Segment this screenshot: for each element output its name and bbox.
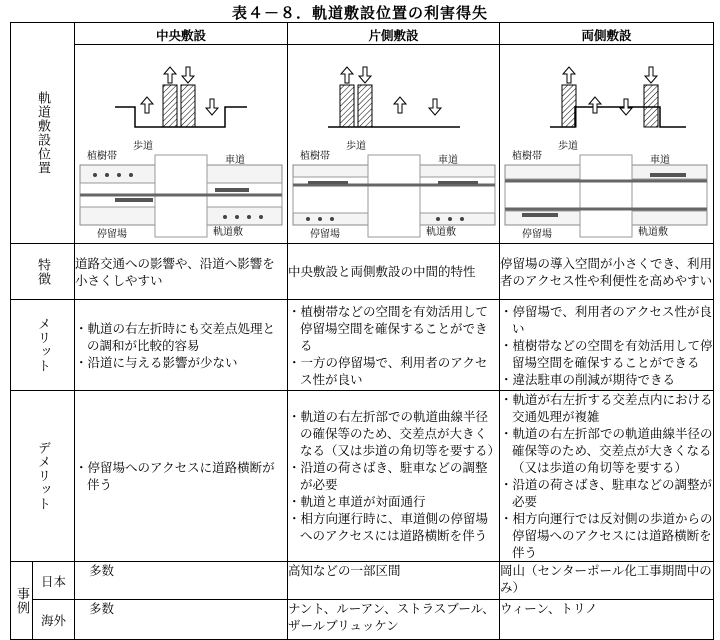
- table-title: 表４－８．軌道敷設位置の利害得失: [231, 4, 488, 22]
- svg-text:歩道: 歩道: [346, 141, 366, 152]
- row-label-merits: メリット: [11, 300, 75, 391]
- svg-text:停留場: 停留場: [522, 229, 552, 240]
- merits-one-side: ・植樹帯などの空間を有効活用して停留場空間を確保することができる ・一方の停留場で、利用者のアクセス性が良い: [288, 300, 500, 391]
- japan-both-sides: 岡山（センターポール化工事期間中のみ）: [500, 562, 714, 600]
- demerits-center: ・停留場へのアクセスに道路横断が伴う: [75, 391, 288, 562]
- merits-center: ・軌道の右左折時にも交差点処理との調和が比較的容易 ・沿道に与える影響が少ない: [75, 300, 288, 391]
- svg-text:植樹帯: 植樹帯: [512, 151, 542, 162]
- demerits-one-side: ・軌道の右左折部での軌道曲線半径の確保等のため、交差点が大きくなる（又は歩道の角切等を要する） ・沿道の荷さばき、駐車などの調整が必要 ・軌道と車道が対面通行 ・相方向運行時に、車道側の停留場へのアクセスには道路横断を伴う: [288, 391, 500, 562]
- svg-text:車道: 車道: [650, 155, 670, 166]
- row-label-position: 軌道敷設位置: [11, 23, 75, 244]
- col-header-both-sides: 両側敷設: [500, 23, 714, 45]
- demerits-both-sides: ・軌道が右左折する交差点内における交通処理が複雑 ・軌道の右左折部での軌道曲線半径の確保等のため、交差点が大きくなる（又は歩道の角切等を要する） ・沿道の荷さばき、駐車などの調整が必要 ・相方向運行では反対側の歩道からの停留場へのアクセスには道路横断を伴う: [500, 392, 713, 560]
- svg-text:歩道: 歩道: [133, 141, 153, 152]
- overseas-both-sides: ウィーン、トリノ: [500, 600, 714, 640]
- features-both-sides: 停留場の導入空間が小さくでき、利用者のアクセス性や利便性を高めやすい: [500, 244, 714, 300]
- svg-text:植樹帯: 植樹帯: [300, 151, 330, 162]
- svg-text:植樹帯: 植樹帯: [87, 151, 117, 162]
- svg-text:車道: 車道: [438, 155, 458, 166]
- svg-text:軌道敷: 軌道敷: [213, 227, 243, 238]
- comparison-table: [10, 22, 714, 640]
- japan-one-side: 高知などの一部区間: [288, 562, 500, 600]
- row-label-japan: 日本: [33, 562, 75, 600]
- merits-both-sides: ・停留場で、利用者のアクセス性が良い ・植樹帯などの空間を有効活用して停留場空間を確保することができる ・違法駐車の削減が期待できる: [500, 300, 714, 391]
- row-label-examples: 事例: [11, 562, 33, 640]
- row-label-demerits: デメリット: [11, 391, 75, 562]
- diagram-both-sides: [500, 45, 714, 244]
- japan-center: 多数: [75, 562, 288, 600]
- svg-text:歩道: 歩道: [558, 141, 578, 152]
- row-label-overseas: 海外: [33, 600, 75, 640]
- diagram-center: [75, 45, 288, 244]
- col-header-center: 中央敷設: [75, 23, 288, 45]
- overseas-one-side: ナント、ルーアン、ストラスブール、ザールブリュッケン: [288, 600, 500, 640]
- features-center: 道路交通への影響や、沿道へ影響を小さくしやすい: [75, 244, 288, 300]
- features-one-side: 中央敷設と両側敷設の中間的特性: [288, 244, 500, 300]
- row-label-features: 特徴: [11, 244, 75, 300]
- svg-text:停留場: 停留場: [310, 229, 340, 240]
- svg-text:軌道敷: 軌道敷: [426, 227, 456, 238]
- svg-text:軌道敷: 軌道敷: [638, 227, 668, 238]
- diagram-one-side: [288, 45, 500, 244]
- col-header-one-side: 片側敷設: [288, 23, 500, 45]
- svg-text:停留場: 停留場: [97, 229, 127, 240]
- svg-text:車道: 車道: [225, 155, 245, 166]
- overseas-center: 多数: [75, 600, 288, 640]
